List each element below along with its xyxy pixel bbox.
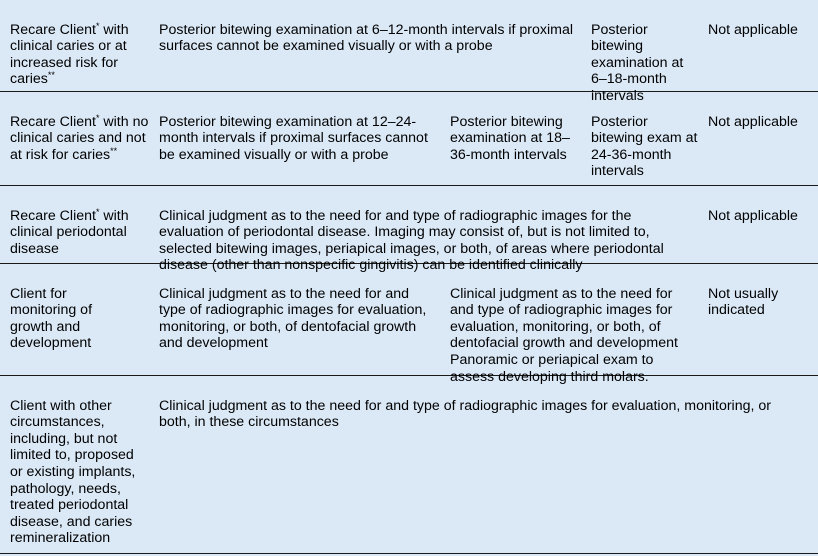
table-row: [0, 376, 818, 554]
table-row: [0, 0, 818, 104]
table-cell: [708, 191, 813, 224]
row-category: [10, 97, 150, 163]
cell-text: Clinical judgment as to the need for and type of radiographic images for the evaluation of periodontal disease. Imaging may consist of, but is not limited to, selected bitewing images, periapical images, or both, of areas where periodontal disease (other than nonspecific gingivitis) can be identified clinically: [159, 207, 664, 274]
row-category: [10, 5, 155, 88]
cell-text: Clinical judgment as to the need for and type of radiographic images for evaluation, monitoring, or both, of dentofacial growth and development: [159, 285, 427, 352]
cell-text: Not applicable: [708, 207, 798, 224]
table-cell: [159, 381, 799, 431]
table-cell: [159, 5, 579, 55]
table-cell: [708, 269, 813, 319]
category-text: Client with other circumstances, including, but not limited to, proposed or existing implants, pathology, needs, treated periodontal disease, and caries remineralization: [10, 397, 136, 547]
cell-text: Posterior bitewing examination at 6–18-month intervals: [591, 21, 684, 104]
cell-text: Not usually indicated: [708, 285, 779, 319]
row-category: [10, 269, 125, 352]
row-category: [10, 191, 155, 257]
table-cell: [708, 97, 813, 130]
table-row: [0, 264, 818, 385]
table-cell: [708, 5, 813, 38]
table-cell: [450, 269, 695, 385]
category-text: Recare Client* with clinical caries or at increased risk for caries**: [10, 20, 129, 88]
category-text: Recare Client* with clinical periodontal disease: [10, 206, 129, 257]
table-row: [0, 92, 818, 186]
category-text: Client for monitoring of growth and development: [10, 285, 93, 352]
cell-text: Not applicable: [708, 21, 798, 38]
table-cell: [159, 269, 439, 352]
table-cell: [159, 97, 439, 163]
table-cell: [450, 97, 582, 163]
cell-text: Not applicable: [708, 113, 798, 130]
table-cell: [591, 5, 699, 105]
cell-text: Clinical judgment as to the need for and type of radiographic images for evaluation, monitoring, or both, in these circumstances: [159, 397, 771, 431]
category-text: Recare Client* with no clinical caries and not at risk for caries**: [10, 112, 149, 163]
table-row: [0, 186, 818, 274]
cell-text: Posterior bitewing examination at 18–36-month intervals: [450, 113, 570, 163]
cell-text: Posterior bitewing examination at 12–24-month intervals if proximal surfaces cannot be examined visually or with a probe: [159, 113, 428, 163]
table-cell: [591, 97, 699, 180]
cell-text: Posterior bitewing examination at 6–12-month intervals if proximal surfaces cannot be examined visually or with a probe: [159, 21, 574, 55]
cell-text: Clinical judgment as to the need for and type of radiographic images for evaluation, monitoring, or both, of dentofacial growth and development Panoramic or periapical exam to assess developing third molars.: [450, 285, 678, 385]
table-cell: [159, 191, 699, 274]
cell-text: Posterior bitewing exam at 24-36-month intervals: [591, 113, 698, 180]
row-category: [10, 381, 145, 547]
